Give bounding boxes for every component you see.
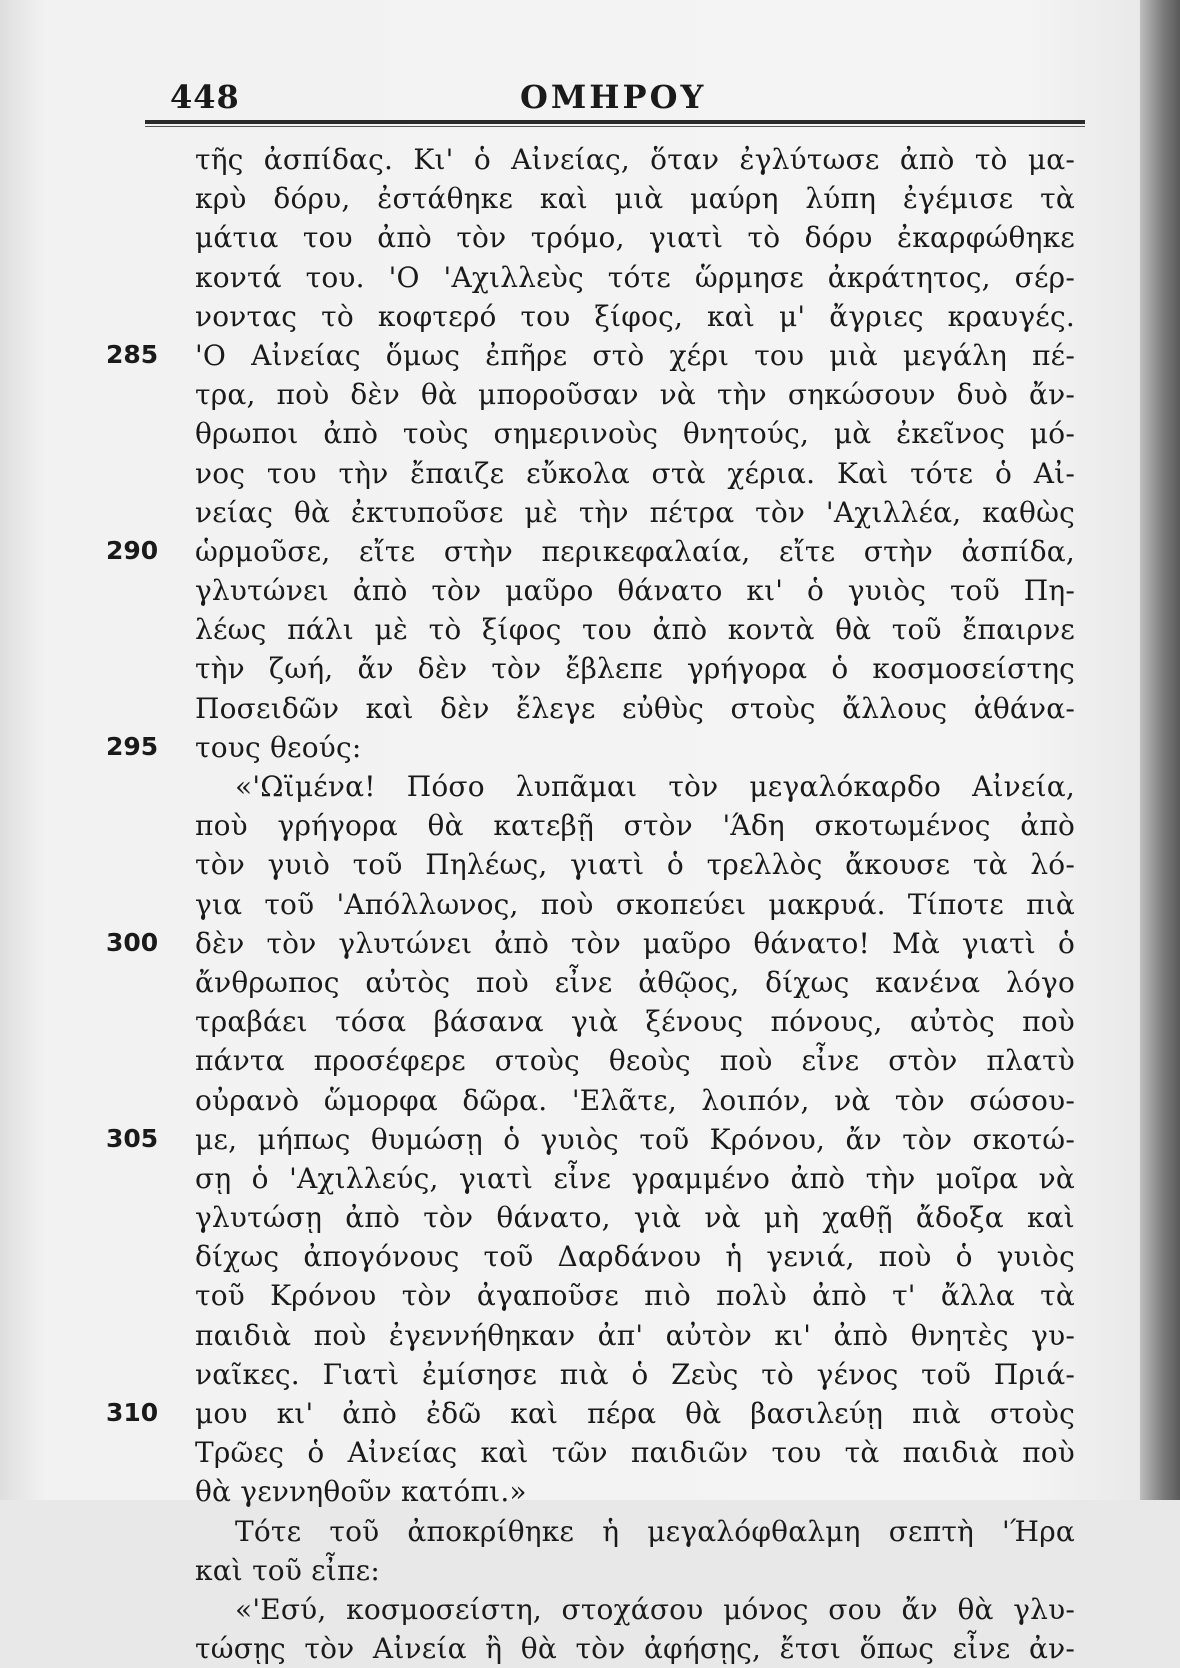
text-line: Τότε τοῦ ἀποκρίθηκε ἡ μεγαλόφθαλμη σεπτὴ 'Ήρα xyxy=(235,1514,1075,1548)
text-line: τραβάει τόσα βάσανα γιὰ ξένους πόνους, αὐτὸς ποὺ xyxy=(195,1005,1075,1039)
line-number: 310 xyxy=(106,1398,159,1428)
text-line: δίχως ἀπογόνους τοῦ Δαρδάνου ἡ γενιά, ποὺ ὁ γυιὸς xyxy=(195,1240,1075,1274)
text-line: οὐρανὸ ὥμορφα δῶρα. 'Ελᾶτε, λοιπόν, νὰ τὸν σώσου- xyxy=(195,1083,1075,1117)
text-line: «'Εσύ, κοσμοσείστη, στοχάσου μόνος σου ἄν θὰ γλυ- xyxy=(235,1592,1075,1626)
text-line: λέως πάλι μὲ τὸ ξίφος του ἀπὸ κοντὰ θὰ τοῦ ἔπαιρνε xyxy=(195,613,1075,647)
text-line: «'Ωϊμένα! Πόσο λυπᾶμαι τὸν μεγαλόκαρδο Αἰνεία, xyxy=(235,770,1075,803)
text-line: Ποσειδῶν καὶ δὲν ἔλεγε εὐθὺς στοὺς ἄλλους ἀθάνα- xyxy=(195,691,1075,725)
text-line: θρωποι ἀπὸ τοὺς σημερινοὺς θνητούς, μὰ ἐκεῖνος μό- xyxy=(195,417,1075,451)
line-number: 285 xyxy=(106,340,159,369)
text-line: τοῦ Κρόνου τὸν ἀγαποῦσε πιὸ πολὺ ἀπὸ τ' ἄλλα τὰ xyxy=(195,1279,1075,1313)
text-line: καὶ τοῦ εἶπε: xyxy=(195,1553,380,1587)
text-line: κοντά του. 'Ο 'Αχιλλεὺς τότε ὥρμησε ἀκράτητος, σέρ- xyxy=(195,260,1075,294)
text-line: τῆς ἀσπίδας. Κι' ὁ Αἰνείας, ὅταν ἐγλύτωσε ἀπὸ τὸ μα- xyxy=(195,143,1075,176)
book-spine-edge xyxy=(1140,0,1180,1500)
text-line: σῃ ὁ 'Αχιλλεύς, γιατὶ εἶνε γραμμένο ἀπὸ τὴν μοῖρα νὰ xyxy=(195,1161,1075,1195)
text-line: παιδιὰ ποὺ ἐγεννήθηκαν ἀπ' αὐτὸν κι' ἀπὸ θνητὲς γυ- xyxy=(195,1318,1075,1352)
text-line: κρὺ δόρυ, ἐστάθηκε καὶ μιὰ μαύρη λύπη ἐγέμισε τὰ xyxy=(195,182,1075,216)
line-number: 290 xyxy=(106,536,159,565)
header-rule xyxy=(145,120,1085,124)
page-number: 448 xyxy=(170,78,240,116)
header-rule-thin xyxy=(145,126,1085,127)
text-line: δὲν τὸν γλυτώνει ἀπὸ τὸν μαῦρο θάνατο! Μὰ γιατὶ ὁ xyxy=(195,926,1075,960)
text-line: νοντας τὸ κοφτερό του ξίφος, καὶ μ' ἄγριες κραυγές. xyxy=(195,299,1075,333)
text-line: ναῖκες. Γιατὶ ἐμίσησε πιὰ ὁ Ζεὺς τὸ γένος τοῦ Πριά- xyxy=(195,1357,1075,1391)
text-line: θὰ γεννηθοῦν κατόπι.» xyxy=(195,1475,527,1509)
line-number: 300 xyxy=(106,928,159,957)
text-line: νείας θὰ ἐκτυποῦσε μὲ τὴν πέτρα τὸν 'Αχιλλέα, καθὼς xyxy=(195,495,1075,529)
text-line: τρα, ποὺ δὲν θὰ μποροῦσαν νὰ τὴν σηκώσουν δυὸ ἄν- xyxy=(195,378,1075,412)
text-line: γλυτώσῃ ἀπὸ τὸν θάνατο, γιὰ νὰ μὴ χαθῇ ἄδοξα καὶ xyxy=(195,1201,1075,1235)
text-line: τὸν γυιὸ τοῦ Πηλέως, γιατὶ ὁ τρελλὸς ἄκουσε τὰ λό- xyxy=(195,848,1075,882)
text-line: 'Ο Αἰνείας ὅμως ἐπῆρε στὸ χέρι του μιὰ μεγάλη πέ- xyxy=(195,338,1075,372)
text-line: τὴν ζωή, ἄν δὲν τὸν ἔβλεπε γρήγορα ὁ κοσμοσείστης xyxy=(195,652,1075,686)
text-line: νος του τὴν ἔπαιζε εὔκολα στὰ χέρια. Καὶ τότε ὁ Αἰ- xyxy=(195,456,1075,490)
running-title: ΟΜΗΡΟΥ xyxy=(520,78,707,116)
text-line: μου κι' ἀπὸ ἐδῶ καὶ πέρα θὰ βασιλεύῃ πιὰ στοὺς xyxy=(195,1397,1075,1430)
text-line: με, μήπως θυμώσῃ ὁ γυιὸς τοῦ Κρόνου, ἄν τὸν σκοτώ- xyxy=(195,1122,1075,1156)
body-text xyxy=(195,140,1075,1668)
line-number: 305 xyxy=(106,1124,159,1153)
text-line: τώσῃς τὸν Αἰνεία ἢ θὰ τὸν ἀφήσῃς, ἔτσι ὅπως εἶνε ἀν- xyxy=(195,1632,1075,1666)
line-number: 295 xyxy=(106,732,159,761)
text-line: γλυτώνει ἀπὸ τὸν μαῦρο θάνατο κι' ὁ γυιὸς τοῦ Πη- xyxy=(195,574,1075,608)
text-line: τους θεούς: xyxy=(195,730,362,764)
text-line: Τρῶες ὁ Αἰνείας καὶ τῶν παιδιῶν του τὰ παιδιὰ ποὺ xyxy=(195,1436,1075,1470)
text-line: για τοῦ 'Απόλλωνος, ποὺ σκοπεύει μακρυά. Τίποτε πιὰ xyxy=(195,887,1075,921)
page-header xyxy=(160,72,1090,122)
text-line: ποὺ γρήγορα θὰ κατεβῇ στὸν 'Άδη σκοτωμένος ἀπὸ xyxy=(195,809,1075,843)
text-line: πάντα προσέφερε στοὺς θεοὺς ποὺ εἶνε στὸν πλατὺ xyxy=(195,1044,1075,1078)
text-line: ὡρμοῦσε, εἴτε στὴν περικεφαλαία, εἴτε στὴν ἀσπίδα, xyxy=(195,534,1075,568)
text-line: ἄνθρωπος αὐτὸς ποὺ εἶνε ἀθῷος, δίχως κανένα λόγο xyxy=(195,965,1075,999)
text-line: μάτια του ἀπὸ τὸν τρόμο, γιατὶ τὸ δόρυ ἐκαρφώθηκε xyxy=(195,221,1075,255)
